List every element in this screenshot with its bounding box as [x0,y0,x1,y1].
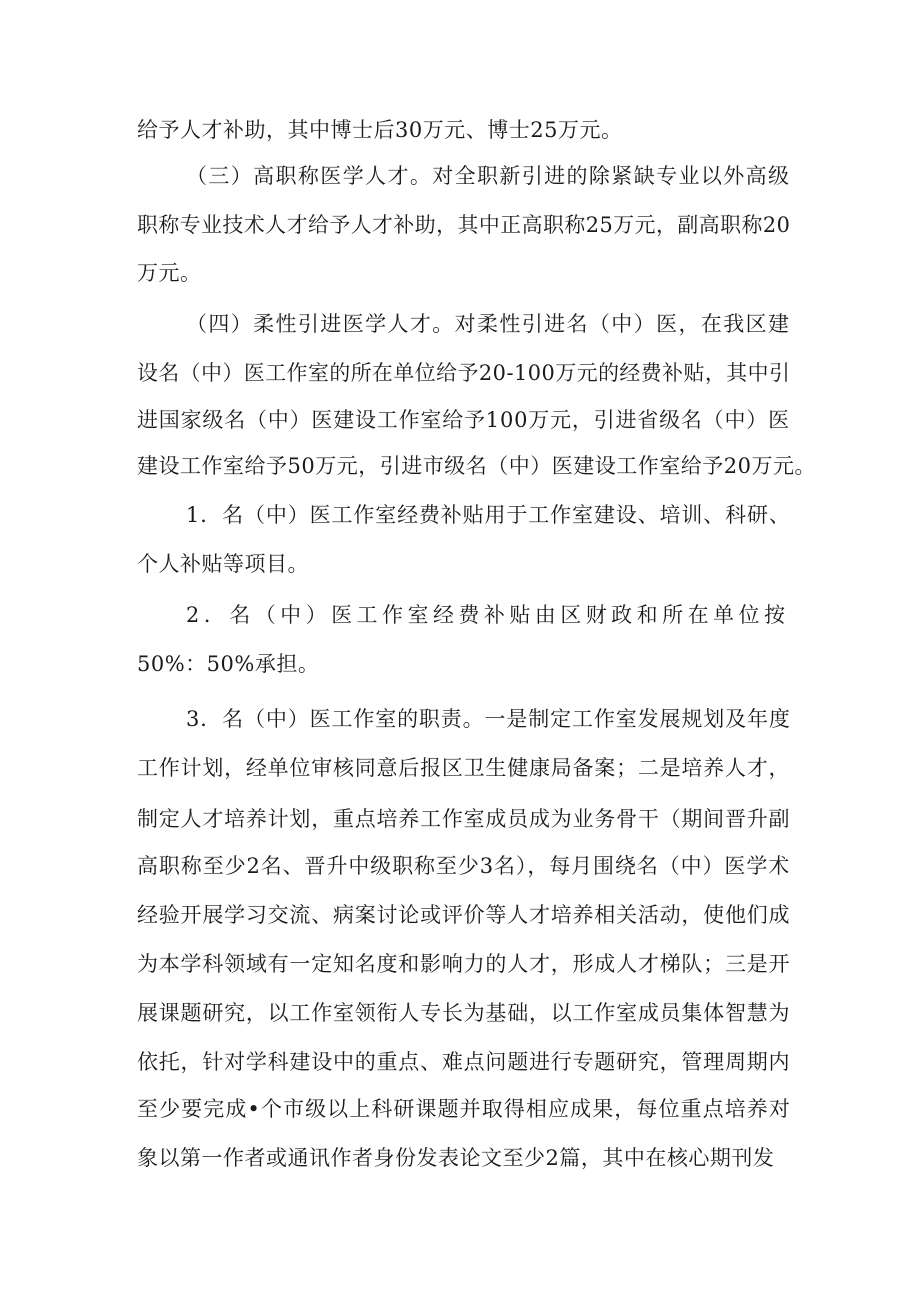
text-line: 职称专业技术人才给予人才补助，其中正高职称25万元，副高职称20 [137,213,791,237]
text-line: 3．名（中）医工作室的职责。一是制定工作室发展规划及年度 [186,707,791,731]
text-line: 个人补贴等项目。 [137,552,309,576]
text-line: 50%：50%承担。 [137,652,320,676]
text-line: 至少要完成•个市级以上科研课题并取得相应成果，每位重点培养对 [137,1097,791,1121]
text-line: 建设工作室给予50万元，引进市级名（中）医建设工作室给予20万元。 [137,454,816,478]
text-line: 制定人才培养计划，重点培养工作室成员成为业务骨干（期间晋升副 [137,807,791,831]
text-line: 设名（中）医工作室的所在单位给予20-100万元的经费补贴，其中引 [137,361,791,385]
text-line: 高职称至少2名、晋升中级职称至少3名），每月围绕名（中）医学术 [137,854,791,878]
text-line: 工作计划，经单位审核同意后报区卫生健康局备案；二是培养人才， [137,756,791,780]
text-line: 展课题研究，以工作室领衔人专长为基础，以工作室成员集体智慧为 [137,1001,791,1025]
text-line: 依托，针对学科建设中的重点、难点问题进行专题研究，管理周期内 [137,1050,791,1074]
text-line: 经验开展学习交流、病案讨论或评价等人才培养相关活动，使他们成 [137,903,791,927]
text-line: 给予人才补助，其中博士后30万元、博士25万元。 [137,118,623,142]
text-line: 为本学科领域有一定知名度和影响力的人才，形成人才梯队；三是开 [137,952,791,976]
text-line: 象以第一作者或通讯作者身份发表论文至少2篇，其中在核心期刊发 [137,1146,775,1170]
text-line: 2．名（中）医工作室经费补贴由区财政和所在单位按 [186,603,790,627]
text-line: 万元。 [137,261,202,285]
text-line: （三）高职称医学人才。对全职新引进的除紧缺专业以外高级 [186,164,791,188]
text-line: 进国家级名（中）医建设工作室给予100万元，引进省级名（中）医 [137,408,790,432]
text-line: 1．名（中）医工作室经费补贴用于工作室建设、培训、科研、 [186,503,791,527]
text-line: （四）柔性引进医学人才。对柔性引进名（中）医，在我区建 [186,312,791,336]
